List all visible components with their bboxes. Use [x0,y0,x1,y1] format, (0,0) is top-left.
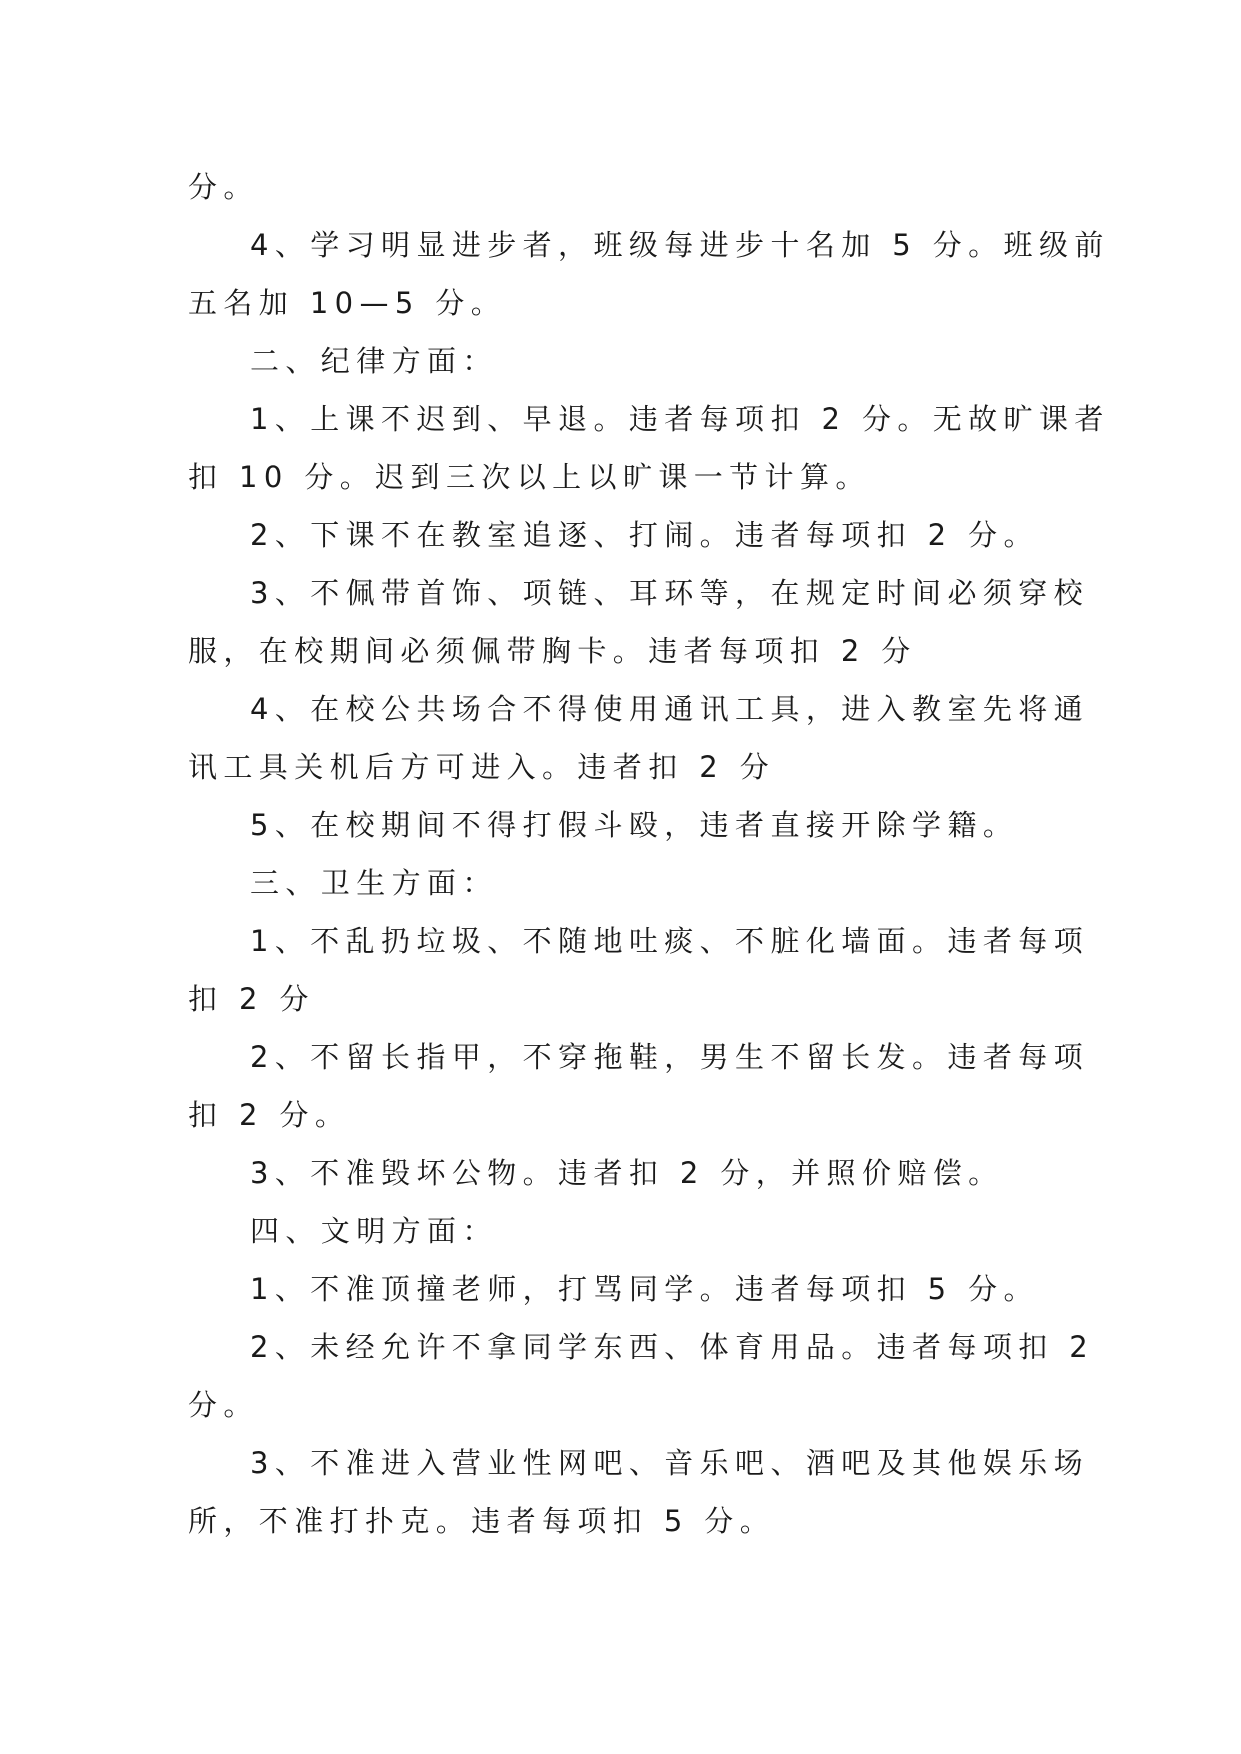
section-heading: 二、纪律方面： [250,344,498,378]
document-body [188,158,1110,1550]
text-line: 5、在校期间不得打假斗殴，违者直接开除学籍。 [250,808,1019,842]
text-line: 分。 [188,1388,259,1422]
text-line: 2、未经允许不拿同学东西、体育用品。违者每项扣 2 [250,1330,1095,1364]
text-line: 讯工具关机后方可进入。违者扣 2 分 [188,750,776,784]
text-line: 2、下课不在教室追逐、打闹。违者每项扣 2 分。 [250,518,1039,552]
text-line: 1、上课不迟到、早退。违者每项扣 2 分。无故旷课者 [250,402,1110,436]
text-line: 服，在校期间必须佩带胸卡。违者每项扣 2 分 [188,634,917,668]
text-line: 1、不准顶撞老师，打骂同学。违者每项扣 5 分。 [250,1272,1039,1306]
text-line: 3、不佩带首饰、项链、耳环等，在规定时间必须穿校 [250,576,1090,610]
text-line: 2、不留长指甲，不穿拖鞋，男生不留长发。违者每项 [250,1040,1090,1074]
text-line: 扣 2 分 [188,982,315,1016]
text-line: 扣 2 分。 [188,1098,351,1132]
section-heading: 四、文明方面： [250,1214,498,1248]
text-line: 五名加 10—5 分。 [188,286,507,320]
text-line: 3、不准进入营业性网吧、音乐吧、酒吧及其他娱乐场 [250,1446,1090,1480]
text-line: 扣 10 分。迟到三次以上以旷课一节计算。 [188,460,871,494]
text-line: 4、学习明显进步者，班级每进步十名加 5 分。班级前 [250,228,1110,262]
text-line: 1、不乱扔垃圾、不随地吐痰、不脏化墙面。违者每项 [250,924,1090,958]
text-line: 3、不准毁坏公物。违者扣 2 分，并照价赔偿。 [250,1156,1004,1190]
text-line: 所，不准打扑克。违者每项扣 5 分。 [188,1504,776,1538]
text-line: 分。 [188,170,259,204]
section-heading: 三、卫生方面： [250,866,498,900]
text-line: 4、在校公共场合不得使用通讯工具，进入教室先将通 [250,692,1090,726]
